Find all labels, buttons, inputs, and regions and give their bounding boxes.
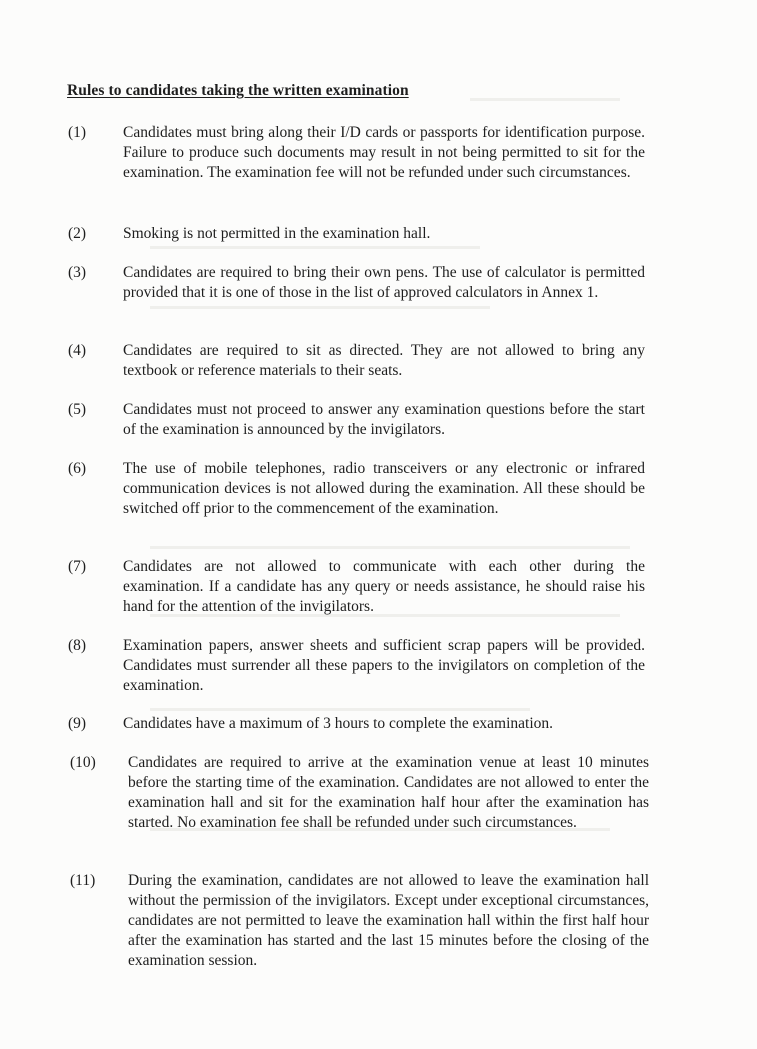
show-through-mark — [150, 246, 480, 249]
rule-number: (10) — [70, 754, 96, 771]
rule-text: Candidates must bring along their I/D cards or passports for identification purpose. Failure to produce such documents may result in not being permitted to sit for the examination. The examination fee will not be refunded under such circumstances. — [123, 124, 645, 181]
rule-number: (2) — [68, 225, 87, 242]
rule-number: (8) — [68, 637, 87, 654]
page-title: Rules to candidates taking the written examination — [67, 82, 409, 99]
rule-text: Candidates are required to sit as directed. They are not allowed to bring any textbook or reference materials to their seats. — [123, 342, 645, 379]
rule-text: Candidates are not allowed to communicate with each other during the examination. If a candidate has any query or needs assistance, he should raise his hand for the attention of the invigilators. — [123, 558, 645, 615]
show-through-mark — [150, 546, 630, 549]
rule-text: Candidates have a maximum of 3 hours to complete the examination. — [123, 715, 554, 732]
rule-text: Candidates are required to bring their own pens. The use of calculator is permitted provided that it is one of those in the list of approved calculators in Annex 1. — [123, 264, 645, 301]
rule-text: Smoking is not permitted in the examination hall. — [123, 225, 431, 242]
rule-number: (5) — [68, 401, 87, 418]
show-through-mark — [150, 306, 490, 309]
show-through-mark — [150, 708, 530, 711]
rule-number: (3) — [68, 264, 87, 281]
rule-text: During the examination, candidates are not allowed to leave the examination hall without the permission of the invigilators. Except under exceptional circumstances, candidates are not permitted to leave the examination hall within the first half hour after the examination has started and the last 15 minutes before the closing of the examination session. — [128, 872, 649, 969]
rule-number: (9) — [68, 715, 87, 732]
rule-text: The use of mobile telephones, radio transceivers or any electronic or infrared communication devices is not allowed during the examination. All these should be switched off prior to the commencement of the examination. — [123, 460, 645, 517]
rule-text: Examination papers, answer sheets and sufficient scrap papers will be provided. Candidates must surrender all these papers to the invigilators on completion of the examination. — [123, 637, 645, 694]
rule-text: Candidates are required to arrive at the examination venue at least 10 minutes before the starting time of the examination. Candidates are not allowed to enter the examination hall and sit for the examination half hour after the examination has started. No examination fee shall be refunded under such circumstances. — [128, 754, 649, 831]
rule-number: (1) — [68, 124, 87, 141]
rule-text: Candidates must not proceed to answer any examination questions before the start of the examination is announced by the invigilators. — [123, 401, 645, 438]
rule-number: (7) — [68, 558, 87, 575]
rule-number: (4) — [68, 342, 87, 359]
rule-number: (11) — [70, 872, 96, 889]
rule-number: (6) — [68, 460, 87, 477]
show-through-mark — [470, 98, 620, 101]
